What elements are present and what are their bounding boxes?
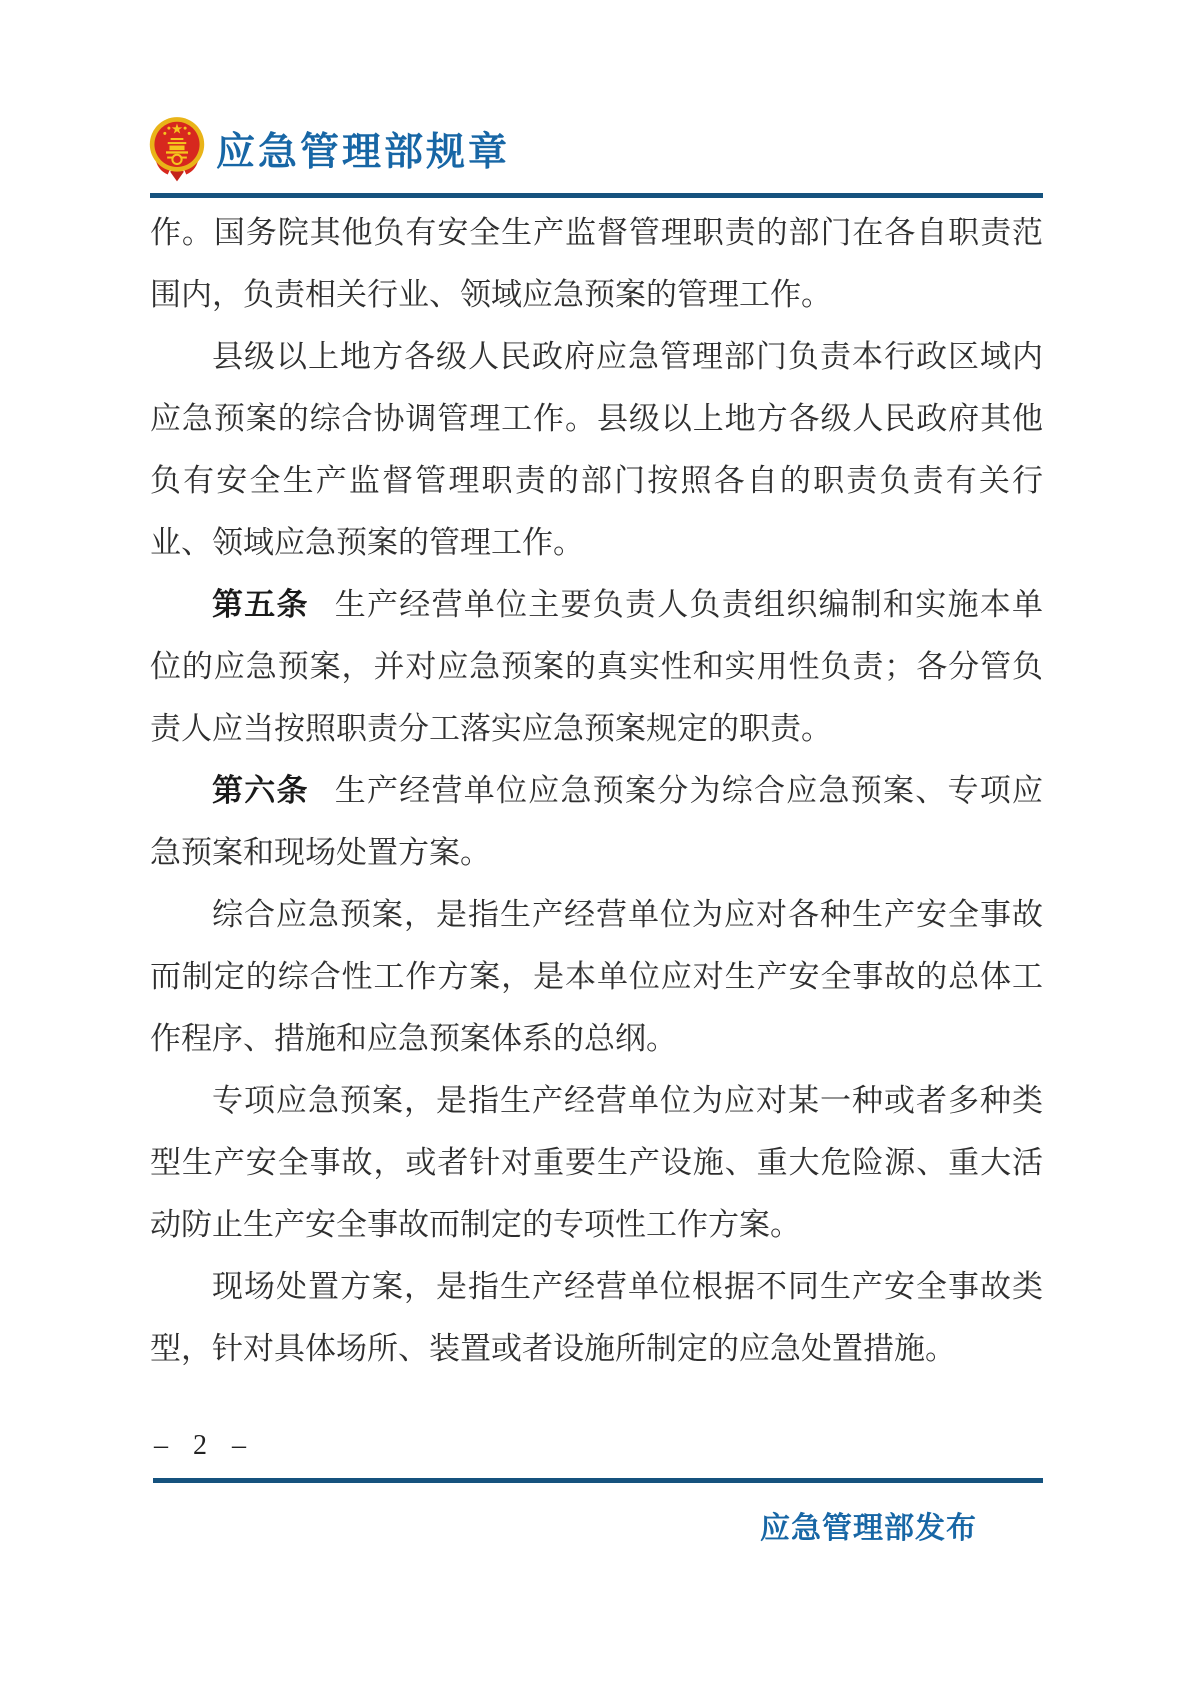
paragraph-text: 县级以上地方各级人民政府应急管理部门负责本行政区域内应急预案的综合协调管理工作。县级以上地方各级人民政府其他负有安全生产监督管理职责的部门按照各自的职责负责有关行业、领域应急预案的管理工作。: [150, 339, 1043, 560]
publisher-label: 应急管理部发布: [760, 1512, 977, 1545]
article-number-label: 第六条: [212, 773, 309, 808]
body-paragraph: [150, 760, 1043, 884]
article-number-label: 第五条: [212, 587, 309, 622]
header-rule: [150, 193, 1043, 198]
body-paragraph: [150, 202, 1043, 326]
body-paragraph: [150, 574, 1043, 760]
paragraph-text: 综合应急预案，是指生产经营单位为应对各种生产安全事故而制定的综合性工作方案，是本单位应对生产安全事故的总体工作程序、措施和应急预案体系的总纲。: [150, 897, 1043, 1056]
paragraph-text: 生产经营单位应急预案分为综合应急预案、专项应急预案和现场处置方案。: [150, 773, 1043, 870]
document-body: [150, 202, 1043, 1380]
page-number: – 2 –: [154, 1430, 255, 1461]
paragraph-text: 专项应急预案，是指生产经营单位为应对某一种或者多种类型生产安全事故，或者针对重要生产设施、重大危险源、重大活动防止生产安全事故而制定的专项性工作方案。: [150, 1083, 1043, 1242]
document-header: [148, 116, 510, 182]
footer-rule: [153, 1478, 1043, 1483]
body-paragraph: [150, 326, 1043, 574]
paragraph-text: 生产经营单位主要负责人负责组织编制和实施本单位的应急预案，并对应急预案的真实性和实用性负责；各分管负责人应当按照职责分工落实应急预案规定的职责。: [150, 587, 1043, 746]
paragraph-text: 现场处置方案，是指生产经营单位根据不同生产安全事故类型，针对具体场所、装置或者设施所制定的应急处置措施。: [150, 1269, 1043, 1366]
header-title: 应急管理部规章: [216, 131, 511, 174]
body-paragraph: [150, 884, 1043, 1070]
national-emblem-icon: [148, 116, 206, 182]
paragraph-text: 作。国务院其他负有安全生产监督管理职责的部门在各自职责范围内，负责相关行业、领域应急预案的管理工作。: [150, 215, 1043, 312]
body-paragraph: [150, 1070, 1043, 1256]
body-paragraph: [150, 1256, 1043, 1380]
